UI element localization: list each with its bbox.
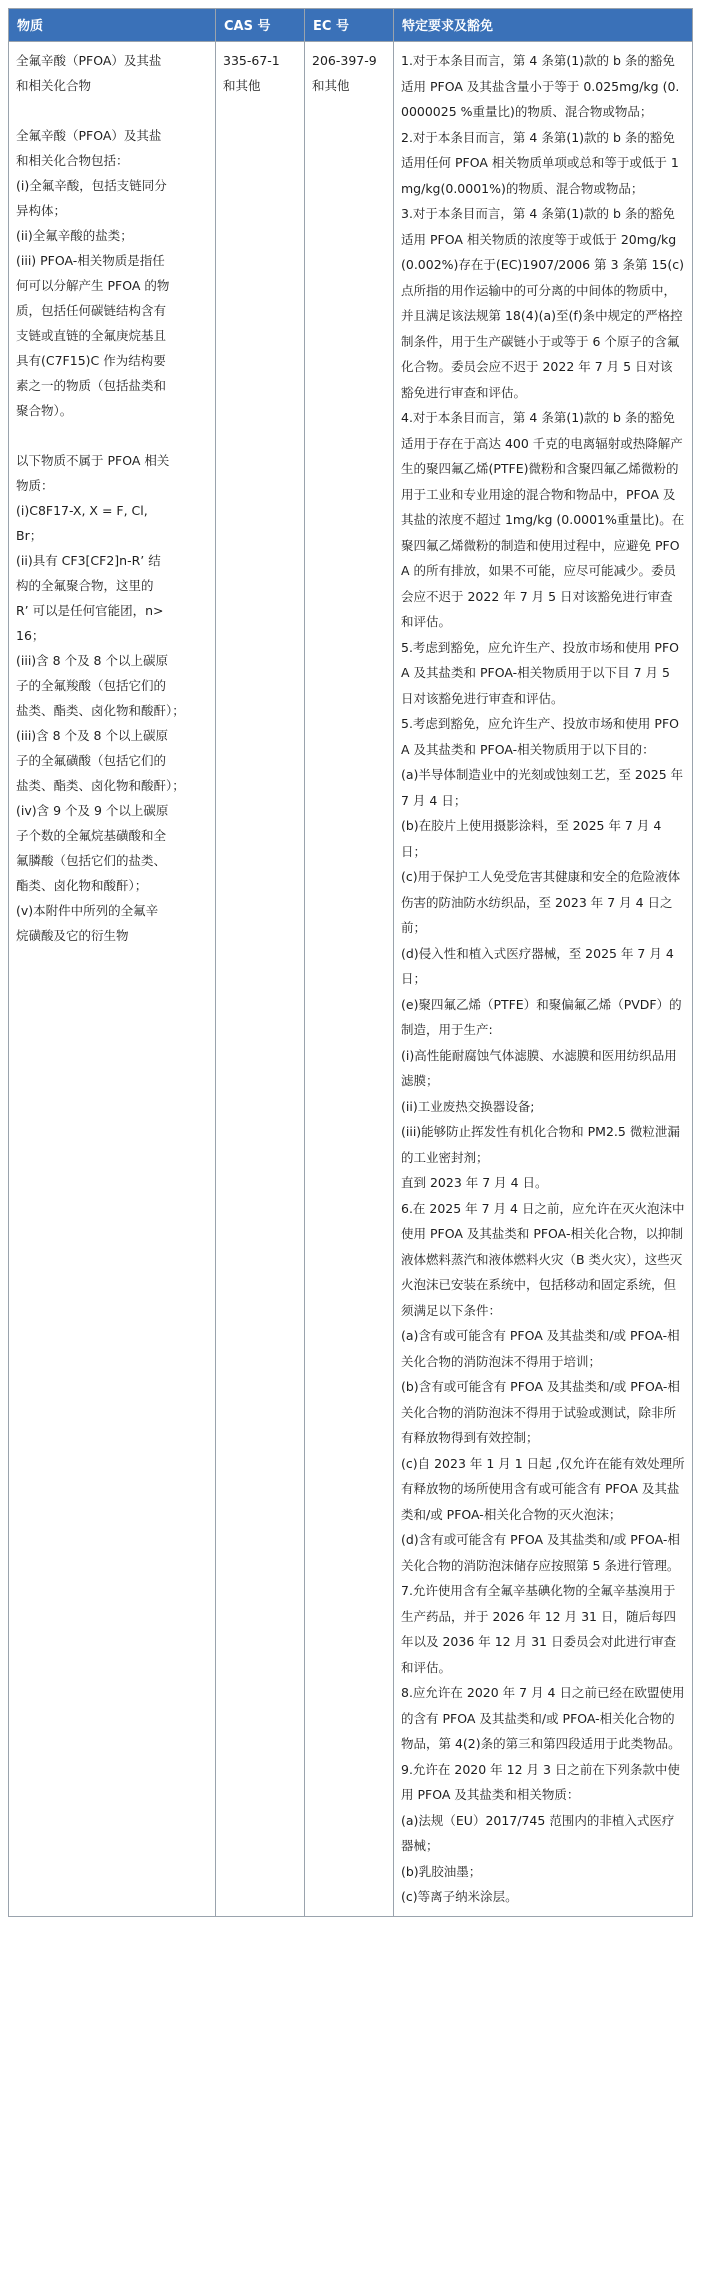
header-substance: 物质 <box>9 9 216 42</box>
requirement-item: 4.对于本条目而言，第 4 条第(1)款的 b 条的豁免适用于存在于高达 400 千克的电离辐射或热降解产生的聚四氟乙烯(PTFE)微粉和含聚四氟乙烯微粉的用于工业和专业用途的混合物和物品中，PFOA 及其盐的浓度不超过 1mg/kg (0.0001%重量比)。在聚四氟乙烯微粉的制造和使用过程中，应避免 PFOA 的所有排放，如果不可能，应尽可能减少。委员会应不迟于 2022 年 7 月 5 日对该豁免进行审查和评估。 <box>401 410 685 629</box>
header-requirements: 特定要求及豁免 <box>394 9 693 42</box>
requirement-item: (e)聚四氟乙烯（PTFE）和聚偏氟乙烯（PVDF）的制造，用于生产: <box>401 996 682 1037</box>
requirement-item: (a)半导体制造业中的光刻或蚀刻工艺，至 2025 年 7 月 4 日； <box>401 767 688 808</box>
requirement-item: 8.应允许在 2020 年 7 月 4 日之前已经在欧盟使用的含有 PFOA 及其盐类和/或 PFOA-相关化合物的物品，第 4(2)条的第三和第四段适用于此类物品。 <box>401 1685 685 1751</box>
requirement-item: (iii)能够防止挥发性有机化合物和 PM2.5 微粒泄漏的工业密封剂； <box>401 1124 680 1165</box>
ec-cell <box>305 42 394 1917</box>
cas-cell <box>216 42 305 1917</box>
requirement-item: 5.考虑到豁免，应允许生产、投放市场和使用 PFOA 及其盐类和 PFOA-相关物质用于以下目 7 月 5 日对该豁免进行审查和评估。 <box>401 639 679 706</box>
table-row <box>9 42 693 1917</box>
requirement-item: 1.对于本条目而言，第 4 条第(1)款的 b 条的豁免适用 PFOA 及其盐含量小于等于 0.025mg/kg (0.0000025 %重量比)的物质、混合物或物品； <box>401 53 680 119</box>
table-header-row <box>9 9 693 42</box>
requirement-item: (c)自 2023 年 1 月 1 日起 ,仅允许在能有效处理所有释放物的场所使用含有或可能含有 PFOA 及其盐类和/或 PFOA-相关化合物的灭火泡沫； <box>401 1455 685 1522</box>
requirement-item: (i)高性能耐腐蚀气体滤膜、水滤膜和医用纺织品用滤膜； <box>401 1047 677 1088</box>
requirements-cell <box>394 42 693 1917</box>
requirement-item: 2.对于本条目而言，第 4 条第(1)款的 b 条的豁免适用任何 PFOA 相关物质单项或总和等于或低于 1 mg/kg(0.0001%)的物质、混合物或物品； <box>401 129 683 196</box>
requirement-item: 直到 2023 年 7 月 4 日。 <box>401 1175 548 1190</box>
substance-text: 全氟辛酸（PFOA）及其盐 和相关化合物 全氟辛酸（PFOA）及其盐 和相关化合物包括： (i)全氟辛酸，包括支链同分 异构体； (ii)全氟辛酸的盐类； (iii) PFOA-相关物质是指任 何可以分解产生 PFOA 的物 质，包括任何碳链结构含有 支链或直链的全氟庚烷基且 具有(C7F15)C 作为结构要 素之一的物质（包括盐类和 聚合物）。 以下物质不属于 PFOA 相关 物质： (i)C8F17-X, X = F, Cl, Br； (ii)具有 CF3[CF2]n-R’ 结 构的全氟聚合物，这里的 R’ 可以是任何官能团，n> 16； (iii)含 8 个及 8 个以上碳原 子的全氟羧酸（包括它们的 盐类、酯类、卤化物和酸酐）； (iii)含 8 个及 8 个以上碳原 子的全氟磺酸（包括它们的 盐类、酯类、卤化物和酸酐）； (iv)含 9 个及 9 个以上碳原 子个数的全氟烷基磺酸和全 氟膦酸（包括它们的盐类、 酯类、卤化物和酸酐）； (v)本附件中所列的全氟辛 烷磺酸及它的衍生物 <box>16 53 185 943</box>
requirement-item: (ii)工业废热交换器设备; <box>401 1098 535 1114</box>
requirement-item: 3.对于本条目而言，第 4 条第(1)款的 b 条的豁免适用 PFOA 相关物质的浓度等于或低于 20mg/kg(0.002%)存在于(EC)1907/2006 第 3 条第 15(c)点所指的用作运输中的可分离的中间体的物质中，并且满足该法规第 18(4)(a)至(f)条中规定的严格控制条件，用于生产碳链小于或等于 6 个原子的含氟化合物。委员会应不迟于 2022 年 7 月 5 日对该豁免进行审查和评估。 <box>401 206 685 400</box>
requirement-item: 7.允许使用含有全氟辛基碘化物的全氟辛基溴用于生产药品，并于 2026 年 12 月 31 日，随后每四年以及 2036 年 12 月 31 日委员会对此进行审查和评估。 <box>401 1583 676 1675</box>
substance-cell <box>9 42 216 1917</box>
requirement-item: (d)侵入性和植入式医疗器械，至 2025 年 7 月 4 日； <box>401 945 678 986</box>
requirement-item: 5.考虑到豁免，应允许生产、投放市场和使用 PFOA 及其盐类和 PFOA-相关物质用于以下目的： <box>401 716 679 757</box>
requirement-item: (b)乳胶油墨； <box>401 1863 482 1879</box>
requirements-list <box>401 48 688 1910</box>
requirement-item: (d)含有或可能含有 PFOA 及其盐类和/或 PFOA-相关化合物的消防泡沫储存应按照第 5 条进行管理。 <box>401 1532 680 1573</box>
cas-number: 335-67-1 和其他 <box>223 53 280 93</box>
regulation-table <box>8 8 693 1917</box>
requirement-item: (b)在胶片上使用摄影涂料，至 2025 年 7 月 4 日； <box>401 818 666 859</box>
requirement-item: 9.允许在 2020 年 12 月 3 日之前在下列条款中使用 PFOA 及其盐类和相关物质： <box>401 1761 680 1802</box>
requirement-item: 6.在 2025 年 7 月 4 日之前，应允许在灭火泡沫中使用 PFOA 及其盐类和 PFOA-相关化合物，以抑制液体燃料蒸汽和液体燃料火灾（B 类火灾），这些灭火泡沫已安装在系统中，包括移动和固定系统，但须满足以下条件： <box>401 1200 685 1318</box>
requirement-item: (c)等离子纳米涂层。 <box>401 1889 518 1904</box>
requirement-item: (a)含有或可能含有 PFOA 及其盐类和/或 PFOA-相关化合物的消防泡沫不得用于培训； <box>401 1328 680 1369</box>
header-cas-number: CAS 号 <box>216 9 305 42</box>
requirement-item: (b)含有或可能含有 PFOA 及其盐类和/或 PFOA-相关化合物的消防泡沫不得用于试验或测试，除非所有释放物得到有效控制； <box>401 1379 680 1445</box>
requirement-item: (a)法规（EU）2017/745 范围内的非植入式医疗器械； <box>401 1812 675 1853</box>
requirement-item: (c)用于保护工人免受危害其健康和安全的危险液体伤害的防油防水纺织品，至 2023 年 7 月 4 日之前； <box>401 869 681 935</box>
ec-number: 206-397-9 和其他 <box>312 53 377 93</box>
header-ec-number: EC 号 <box>305 9 394 42</box>
